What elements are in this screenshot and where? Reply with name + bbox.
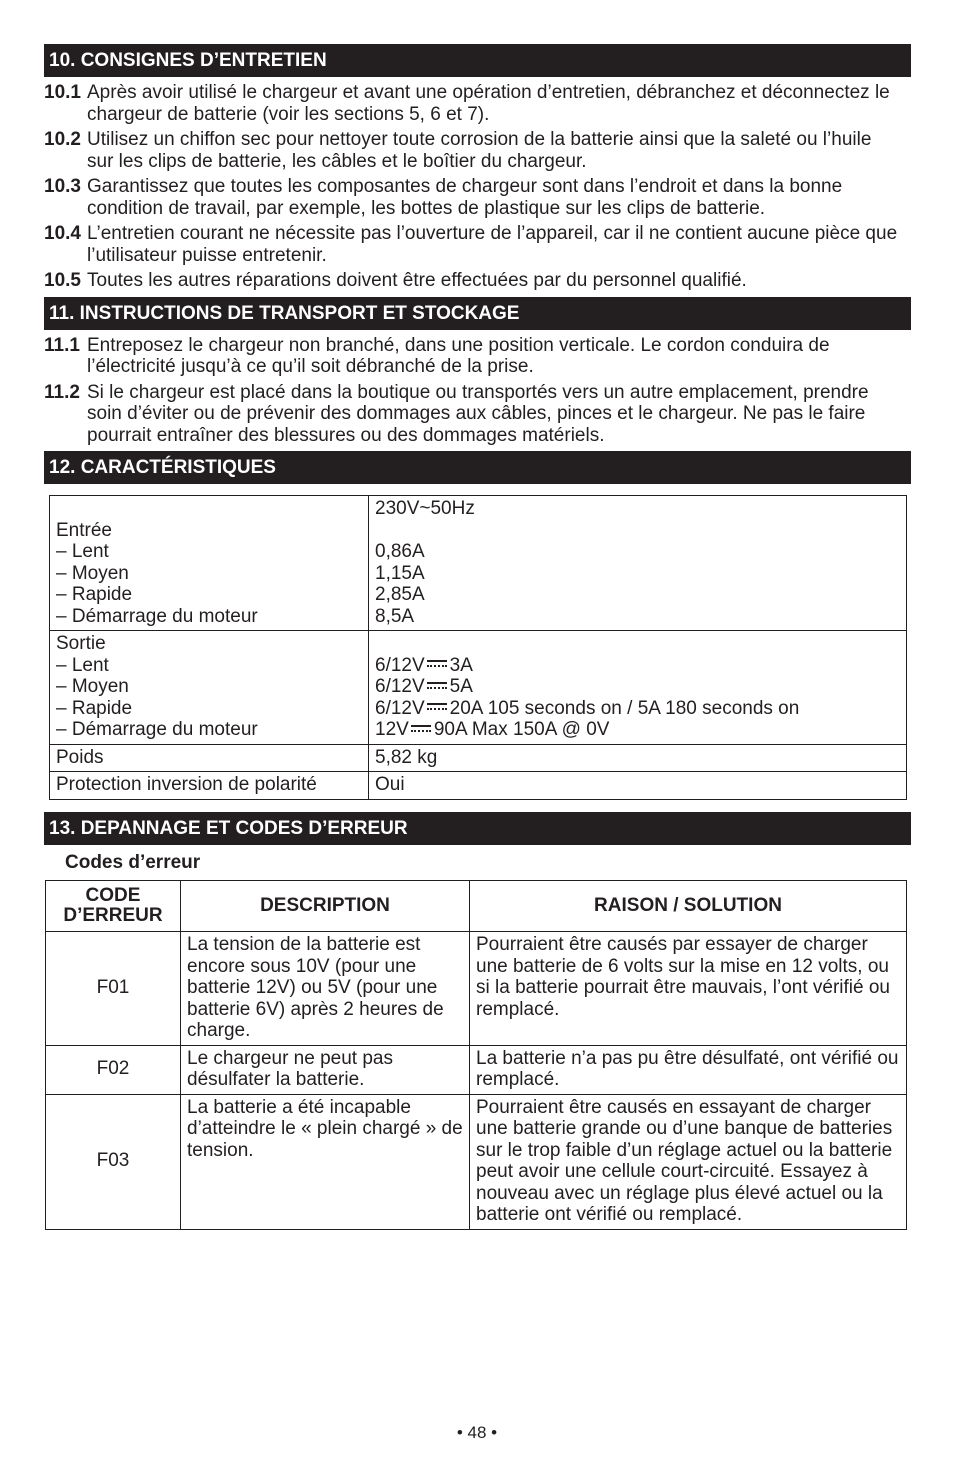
spec-value: Oui xyxy=(369,772,907,800)
spec-label: – Moyen xyxy=(56,562,129,584)
dc-current-icon xyxy=(411,724,431,734)
spec-value: 1,15A xyxy=(375,562,425,584)
spec-label-cell xyxy=(50,496,369,631)
spec-label: – Lent xyxy=(56,541,109,562)
item-text: Garantissez que toutes les composantes de chargeur sont dans l’endroit et dans la bonne condition de travail, par exemple, les bottes de plastique sur les clips de batterie. xyxy=(87,176,843,219)
item-number: 11.2 xyxy=(44,381,80,403)
spec-row-weight xyxy=(50,744,907,772)
header-line: CODE xyxy=(85,885,141,906)
error-codes-table xyxy=(45,880,907,1230)
error-solution: Pourraient être causés en essayant de charger une batterie grande ou d’une banque de batteries sur le trop faible d’un réglage actuel ou la batterie peut avoir une cellule court-circuité. Essayez à nouveau avec un réglage plus élevé actuel ou la batterie ont vérifié ou remplacé. xyxy=(470,1094,907,1229)
column-header-description: DESCRIPTION xyxy=(181,881,470,932)
voltage-text: 6/12V xyxy=(375,697,425,719)
spec-value: 0,86A xyxy=(375,541,425,562)
item-text: Après avoir utilisé le chargeur et avant une opération d’entretien, débranchez et déconnectez le chargeur de batterie (voir les sections 5, 6 et 7). xyxy=(87,82,890,125)
spec-value xyxy=(375,719,900,741)
error-solution: Pourraient être causés par essayer de charger une batterie de 6 volts sur la mise en 12 volts, ou si la batterie pourrait être mauvais, l’ont vérifié ou remplacé. xyxy=(470,932,907,1046)
error-code: F01 xyxy=(46,932,181,1046)
voltage-text: 6/12V xyxy=(375,676,425,697)
item-number: 10.5 xyxy=(44,270,81,291)
spec-label: Protection inversion de polarité xyxy=(50,772,369,800)
spec-row-input xyxy=(50,496,907,631)
spec-label: – Lent xyxy=(56,654,109,676)
current-text: 3A xyxy=(449,654,473,676)
item-number: 10.3 xyxy=(44,176,81,197)
spec-label: Sortie xyxy=(56,633,106,654)
item-number: 11.1 xyxy=(44,334,80,356)
spec-row-output xyxy=(50,631,907,745)
spec-label: – Rapide xyxy=(56,697,133,719)
error-code: F03 xyxy=(46,1094,181,1229)
list-item xyxy=(44,223,911,266)
page-number: • 48 • xyxy=(456,1423,498,1442)
spec-value: 2,85A xyxy=(375,584,425,605)
list-item xyxy=(44,382,911,447)
section-11-items xyxy=(44,335,911,447)
spec-value: 8,5A xyxy=(375,605,415,627)
item-text: L’entretien courant ne nécessite pas l’ouverture de l’appareil, car il ne contient aucune pièce que l’utilisateur puisse entretenir. xyxy=(87,223,898,266)
table-row xyxy=(46,1045,907,1094)
current-text: 5A xyxy=(449,676,473,697)
dc-current-icon xyxy=(427,659,447,669)
spec-spacer xyxy=(375,633,900,655)
spec-label: Entrée xyxy=(56,519,112,541)
spec-label: – Rapide xyxy=(56,584,133,605)
spec-label: – Moyen xyxy=(56,676,129,697)
spec-label-cell xyxy=(50,631,369,745)
dc-current-icon xyxy=(427,702,447,712)
list-item xyxy=(44,82,911,125)
item-text: Entreposez le chargeur non branché, dans une position verticale. Le cordon conduira de l’électricité jusqu’à ce qu’il soit débranché de la prise. xyxy=(87,334,830,377)
item-text: Si le chargeur est placé dans la boutique ou transportés vers un autre emplacement, prendre soin d’éviter ou de prévenir des dommages aux câbles, pinces et le chargeur. Ne pas le faire pourrait entraîner des blessures ou des dommages matériels. xyxy=(87,381,869,446)
page-content xyxy=(44,44,911,1230)
item-number: 10.1 xyxy=(44,82,81,103)
section-10-items xyxy=(44,82,911,292)
spec-label: – Démarrage du moteur xyxy=(56,719,258,740)
spec-spacer xyxy=(375,520,900,542)
specifications-table xyxy=(49,495,907,800)
column-header-code xyxy=(46,881,181,932)
spec-value: 5,82 kg xyxy=(369,744,907,772)
table-header-row xyxy=(46,881,907,932)
list-item xyxy=(44,129,911,172)
item-text: Toutes les autres réparations doivent être effectuées par du personnel qualifié. xyxy=(87,270,747,291)
spec-value xyxy=(375,676,900,698)
list-item xyxy=(44,270,911,292)
dc-current-icon xyxy=(427,681,447,691)
item-text: Utilisez un chiffon sec pour nettoyer toute corrosion de la batterie ainsi que la saleté ou l’huile sur les clips de batterie, les câbles et le boîtier du chargeur. xyxy=(87,129,872,172)
table-row xyxy=(46,932,907,1046)
section-13-header: 13. DEPANNAGE ET CODES D’ERREUR xyxy=(44,812,911,845)
table-row xyxy=(46,1094,907,1229)
item-number: 10.2 xyxy=(44,129,81,150)
voltage-text: 6/12V xyxy=(375,654,425,676)
spec-value xyxy=(375,655,900,677)
list-item xyxy=(44,176,911,219)
section-12-header: 12. CARACTÉRISTIQUES xyxy=(44,451,911,484)
spec-row-polarity xyxy=(50,772,907,800)
error-description: La tension de la batterie est encore sous 10V (pour une batterie 12V) ou 5V (pour une batterie 6V) après 2 heures de charge. xyxy=(181,932,470,1046)
list-item xyxy=(44,335,911,378)
spec-label xyxy=(56,498,362,520)
header-line: D’ERREUR xyxy=(63,905,163,926)
spec-label: – Démarrage du moteur xyxy=(56,605,258,627)
spec-value-cell xyxy=(369,496,907,631)
spec-value-cell xyxy=(369,631,907,745)
current-text: 90A Max 150A @ 0V xyxy=(433,719,610,740)
voltage-text: 12V xyxy=(375,719,409,740)
current-text: 20A 105 seconds on / 5A 180 seconds on xyxy=(449,697,800,719)
spec-label: Poids xyxy=(50,744,369,772)
error-description: La batterie a été incapable d’atteindre le « plein chargé » de tension. xyxy=(181,1094,470,1229)
error-description: Le chargeur ne peut pas désulfater la batterie. xyxy=(181,1045,470,1094)
section-11-header: 11. INSTRUCTIONS DE TRANSPORT ET STOCKAGE xyxy=(44,297,911,330)
item-number: 10.4 xyxy=(44,223,81,244)
error-codes-subheading: Codes d’erreur xyxy=(65,851,201,873)
spec-value: 230V~50Hz xyxy=(375,498,475,519)
error-solution: La batterie n’a pas pu être désulfaté, ont vérifié ou remplacé. xyxy=(470,1045,907,1094)
error-code: F02 xyxy=(46,1045,181,1094)
spec-value xyxy=(375,698,900,720)
column-header-solution: RAISON / SOLUTION xyxy=(470,881,907,932)
section-10-header: 10. CONSIGNES D’ENTRETIEN xyxy=(44,44,911,77)
